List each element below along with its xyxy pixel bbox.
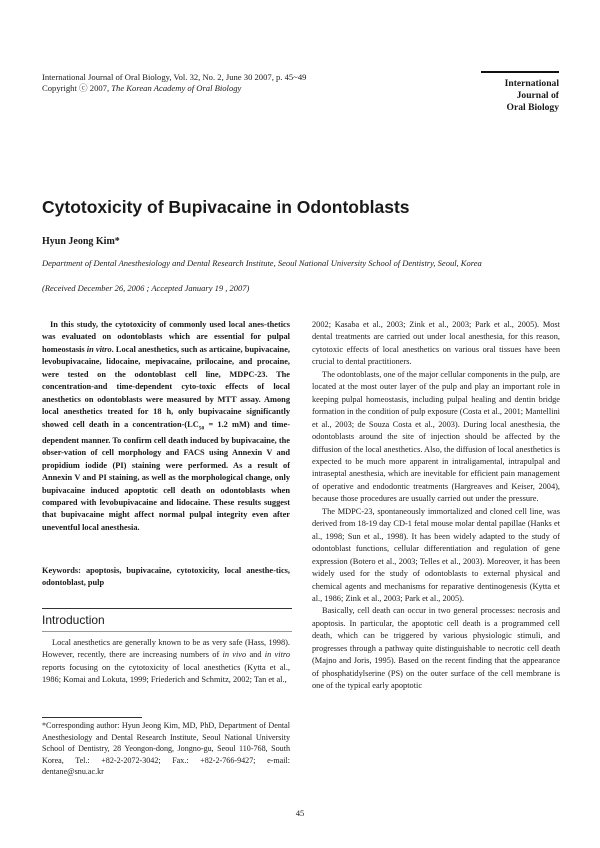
article-title: Cytotoxicity of Bupivacaine in Odontoblasts	[42, 197, 410, 217]
right-column-text	[312, 319, 560, 693]
journal-name-box: International Journal of Oral Biology	[481, 71, 559, 114]
introduction-text: Local anesthetics are generally known to be as very safe (Hass, 1998). However, recently, there are increasing numbers of in vivo and in vitro reports focusing on the cytotoxicity of local anesthetics (Kytta et al., 1986; Komai and Lokuta, 1999; Friederich and Schmitz, 2002; Tan et al.,	[42, 638, 290, 685]
journal-citation	[42, 72, 306, 94]
paragraph: The MDPC-23, spontaneously immortalized and cloned cell line, was derived from 18-19 day CD-1 fetal mouse molar dental papillae (Hanks et al., 1998; Sun et al., 1998). It has been widely adapted to the study of odontoblast functions, cellular differentiation and regulation of gene expression (Botero et al., 2003; Telles et al., 2003). Moreover, it has been widely used for the study of odontoblasts to external physical and chemical agents and mechanisms for reparative dentinogenesis (Kytta et al., 1986; Zink et al., 2003; Park et al., 2005).	[312, 506, 560, 603]
paragraph: Basically, cell death can occur in two general processes: necrosis and apoptosis. In particular, the apoptotic cell death is a programmed cell death, which can be triggered by various physiologic stimuli, and progresses through a pathway quite distinguishable to necrotic cell death (Majno and Joris, 1995). Based on the recent finding that the appearance of phosphatidylserine (PS) on the outer surface of the cell membrane is one of the typical early apoptotic	[312, 606, 560, 691]
paragraph: The odontoblasts, one of the major cellular components in the pulp, are located at the most outer layer of the pulp and play an important role in keeping pulpal homeostasis, including pulpal healing and dentin bridge formation in the condition of pulp exposure (Costa et al., 2001; Mantellini et al., 2003; de Souza Costa et al., 2003). During local anesthesia, the odontoblasts around the site of injection should be affected by the diffusion of the local anesthetics. Also, the diffusion of local anesthetics is expected to be much more apparent in intraligamental, intrapulpal and intraseptal anesthesia, which are inevitable for efficient pain management of operative and endodontic treatments (Hargreaves and Keiser, 2004), because those procedures are usually carried out under the pressure.	[312, 369, 560, 504]
copyright-line: Copyright ⓒ 2007, The Korean Academy of Oral Biology	[42, 83, 242, 93]
corresponding-author-footnote: *Corresponding author: Hyun Jeong Kim, MD, PhD, Department of Dental Anesthesiology and Dental Research Institute, Seoul National University School of Dentistry, 28 Yeongon-dong, Jongno-gu, Seoul 110-768, South Korea, Tel.: +82-2-2072-3042; Fax.: +82-2-766-9427; e-mail: dentane@snu.ac.kr	[42, 721, 290, 777]
author-name: Hyun Jeong Kim*	[42, 236, 120, 247]
introduction-heading: Introduction	[42, 608, 292, 632]
received-dates: (Received December 26, 2006 ; Accepted January 19 , 2007)	[42, 283, 250, 293]
footnote-divider	[42, 717, 142, 718]
page-number: 45	[295, 808, 305, 818]
keywords: Keywords: apoptosis, bupivacaine, cytotoxicity, local anesthe-tics, odontoblast, pulp	[42, 566, 290, 588]
paragraph: 2002; Kasaba et al., 2003; Zink et al., 2003; Park et al., 2005). Most dental treatments are carried out under local anesthesia, for this reason, cytotoxic effects of local anesthetics on various oral tissues have been crucial to dental practitioners.	[312, 320, 560, 367]
abstract: In this study, the cytotoxicity of commonly used local anes-thetics was evaluated on odontoblasts which are essential for pulpal homeostasis in vitro. Local anesthetics, such as articaine, bupivacaine, levobupivacaine, lidocaine, mepivacaine, prilocaine, and procaine, were tested on the odontoblast cell line, MDPC-23. The concentration-and time-dependent cyto-toxic effects of local anesthetics on odontoblasts were measured by MTT assay. Among local anesthetics treated for 18 h, only bupivacaine significantly showed cell death in a concentration-($LC_{50} = 1.2$ mM) and time-dependent manner. To confirm cell death induced by bupivacaine, the obser-vation of cell morphology and FACS using Annexin V and propidium iodide (PI) staining were performed. As a result of Annexin V and PI staining, as well as the morphological change, only bupivacaine induced apoptotic cell death on odontoblasts when compared with levobupivacaine and lidocaine. These results suggest that bupivacaine might affect normal pulpal integrity even after uneventful local anesthesia.	[42, 320, 290, 532]
citation-line: International Journal of Oral Biology, Vol. 32, No. 2, June 30 2007, p. 45~49	[42, 72, 307, 82]
copyright-symbol: ⓒ	[79, 83, 88, 93]
author-affiliation: Department of Dental Anesthesiology and Dental Research Institute, Seoul National University School of Dentistry, Seoul, Korea	[42, 258, 482, 268]
